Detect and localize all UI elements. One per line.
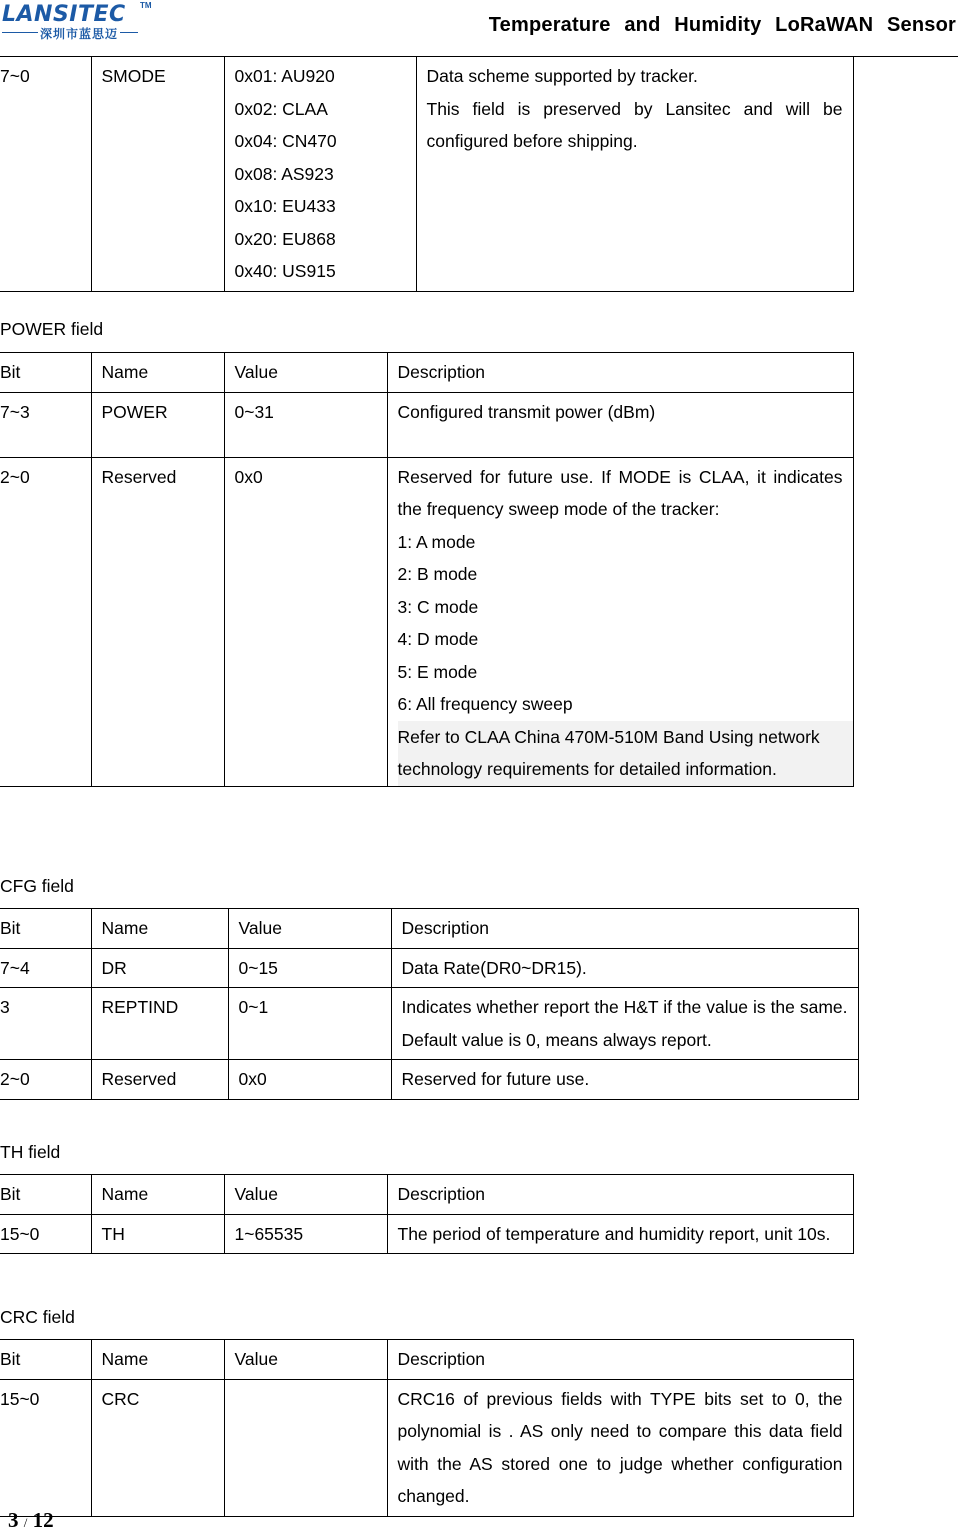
column-header-description: Description [387,1175,853,1215]
table-row [0,948,858,988]
value-cell: 0x0 [228,1060,391,1100]
description-cell: CRC16 of previous fields with TYPE bits set to 0, the polynomial is . AS only need to compare this data field with the AS stored one to judge whether configuration changed. [387,1379,853,1516]
description-cell: The period of temperature and humidity report, unit 10s. [387,1214,853,1254]
column-header-value: Value [224,1175,387,1215]
logo-wordmark: LANSITEC [2,2,126,27]
value-option: 0x10: EU433 [234,196,336,216]
description-cell: Configured transmit power (dBm) [387,392,853,457]
table-row [0,457,853,786]
sweep-mode-item: 5: E mode [397,661,478,682]
name-cell: Reserved [91,1060,228,1100]
bit-cell: 2~0 [0,457,91,786]
table-row [0,1060,858,1100]
value-option: 0x04: CN470 [234,131,337,151]
page-separator: / [23,1515,28,1530]
value-cell: 1~65535 [224,1214,387,1254]
column-header-value: Value [228,909,391,949]
column-header-bit: Bit [0,353,91,393]
page-header [0,0,958,46]
column-header-description: Description [391,909,858,949]
document-title: Temperature and Humidity LoRaWAN Sensor [488,14,956,36]
th-field-table [0,1174,854,1254]
description-cell: Indicates whether report the H&T if the value is the same. Default value is 0, means always report. [391,988,858,1060]
power-field-label: POWER field [0,319,104,339]
table-row [0,1379,853,1516]
value-cell: 0~31 [224,392,387,457]
bit-cell: 7~0 [0,57,91,291]
crc-field-table [0,1339,854,1517]
description-cell [387,457,853,786]
table-row [0,988,858,1060]
cfg-field-label: CFG field [0,876,74,896]
column-header-bit: Bit [0,909,91,949]
bit-cell: 15~0 [0,1379,91,1516]
sweep-mode-item: 2: B mode [397,564,478,584]
column-header-name: Name [91,353,224,393]
name-cell: TH [91,1214,224,1254]
page-number [8,1508,54,1533]
name-cell: DR [91,948,228,988]
value-cell [224,57,416,291]
smode-table [0,57,854,292]
logo-chinese-name: 深圳市蓝思迈 [40,27,119,41]
column-header-bit: Bit [0,1340,91,1380]
power-field-table [0,352,854,787]
lansitec-logo [2,2,152,42]
sweep-mode-item: 4: D mode [397,629,479,649]
value-cell: 0~1 [228,988,391,1060]
logo-rule-right [120,32,138,33]
bit-cell: 7~3 [0,392,91,457]
description-text: Reserved for future use. If MODE is CLAA, it indicates the frequency sweep mode of the tracker: [397,466,843,519]
name-cell: CRC [91,1379,224,1516]
column-header-bit: Bit [0,1175,91,1215]
total-pages: 12 [32,1508,54,1532]
reference-note: Refer to CLAA China 470M-510M Band Using network technology requirements for detailed information. [398,721,853,786]
sweep-mode-item: 1: A mode [397,531,476,552]
crc-field-label: CRC field [0,1307,75,1327]
description-cell [416,57,853,291]
table-header-row [0,353,853,393]
sweep-mode-item: 3: C mode [397,596,479,617]
table-row [0,57,853,291]
name-cell: REPTIND [91,988,228,1060]
table-row [0,1214,853,1254]
name-cell: POWER [91,392,224,457]
value-cell: 0x0 [224,457,387,786]
description-cell: Reserved for future use. [391,1060,858,1100]
description-text: Data scheme supported by tracker. [426,66,698,86]
value-option: 0x01: AU920 [234,66,335,86]
value-option: 0x20: EU868 [234,228,336,249]
description-cell: Data Rate(DR0~DR15). [391,948,858,988]
value-option: 0x40: US915 [234,261,336,281]
bit-cell: 7~4 [0,948,91,988]
column-header-name: Name [91,1175,224,1215]
value-cell: 0~15 [228,948,391,988]
name-cell: Reserved [91,457,224,786]
column-header-name: Name [91,1340,224,1380]
th-field-label: TH field [0,1142,61,1162]
column-header-name: Name [91,909,228,949]
column-header-description: Description [387,1340,853,1380]
bit-cell: 15~0 [0,1214,91,1254]
table-header-row [0,909,858,949]
table-row [0,392,853,457]
column-header-value: Value [224,353,387,393]
bit-cell: 2~0 [0,1060,91,1100]
sweep-mode-item: 6: All frequency sweep [397,694,573,714]
logo-rule-left [2,32,38,33]
value-option: 0x02: CLAA [234,98,328,119]
cfg-field-table [0,908,859,1100]
table-header-row [0,1340,853,1380]
name-cell: SMODE [91,57,224,291]
current-page: 3 [8,1508,19,1532]
column-header-description: Description [387,353,853,393]
bit-cell: 3 [0,988,91,1060]
description-text: This field is preserved by Lansitec and will be configured before shipping. [426,98,843,151]
value-cell [224,1379,387,1516]
value-option: 0x08: AS923 [234,163,334,184]
table-header-row [0,1175,853,1215]
column-header-value: Value [224,1340,387,1380]
logo-trademark: TM [140,1,152,10]
